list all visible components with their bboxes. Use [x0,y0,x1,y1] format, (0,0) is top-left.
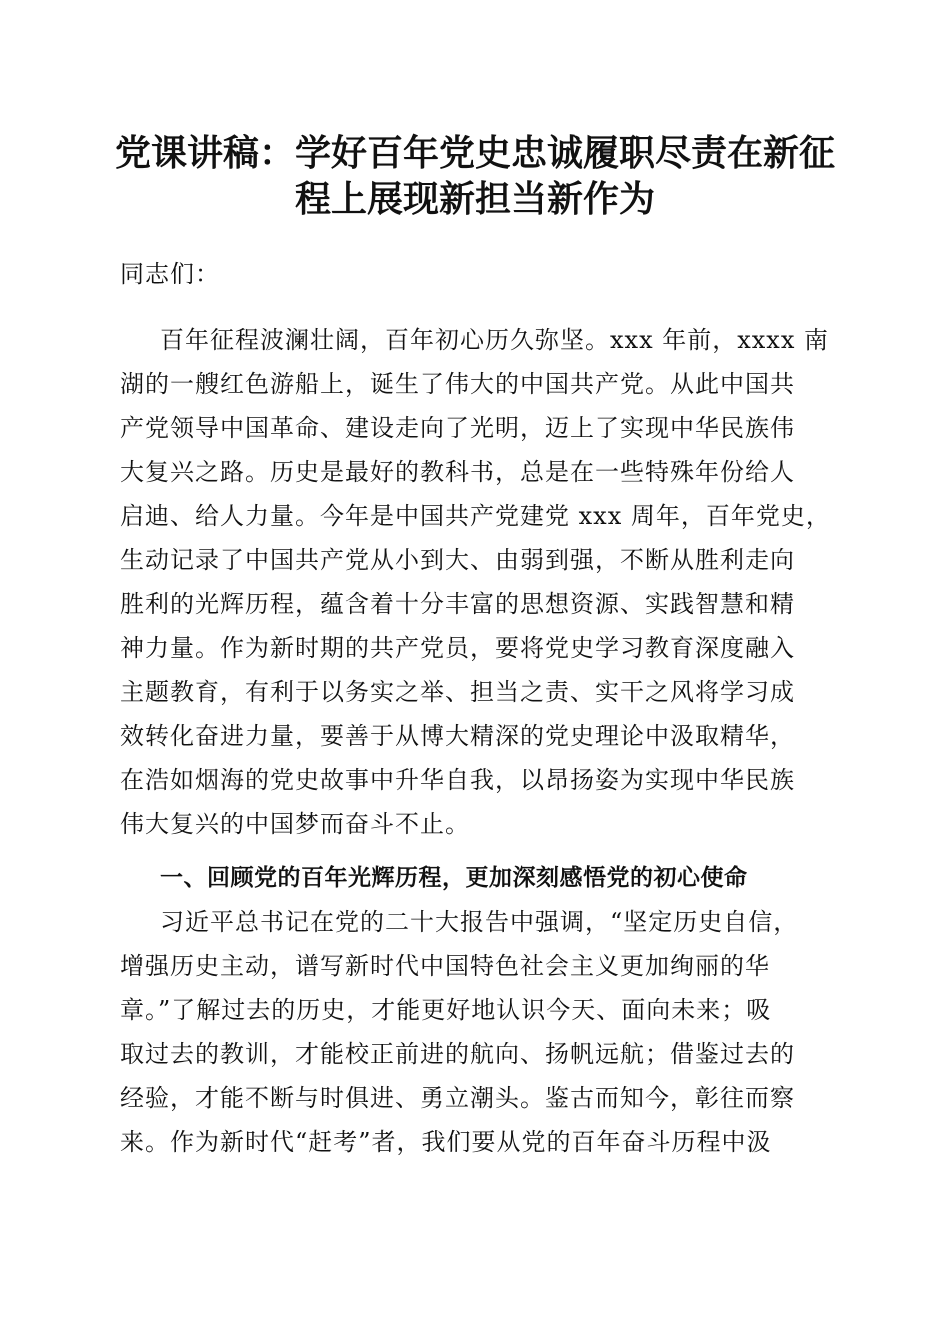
paragraph-1-line: 大复兴之路。历史是最好的教科书，总是在一些特殊年份给人 [120,458,795,486]
paragraph-1 [120,318,830,846]
paragraph-2-line: 取过去的教训，才能校正前进的航向、扬帆远航；借鉴过去的 [120,1040,795,1068]
paragraph-2 [120,900,830,1164]
paragraph-2-line: 增强历史主动，谱写新时代中国特色社会主义更加绚丽的华 [120,952,770,980]
paragraph-1-line: 效转化奋进力量，要善于从博大精深的党史理论中汲取精华， [120,722,795,750]
paragraph-1-line: 百年征程波澜壮阔，百年初心历久弥坚。xxx 年前，xxxx 南 [160,326,830,354]
paragraph-1-line: 伟大复兴的中国梦而奋斗不止。 [120,810,470,838]
paragraph-1-line: 生动记录了中国共产党从小到大、由弱到强，不断从胜利走向 [120,546,795,574]
paragraph-2-line: 习近平总书记在党的二十大报告中强调，“坚定历史自信， [160,908,799,936]
paragraph-1-line: 湖的一艘红色游船上，诞生了伟大的中国共产党。从此中国共 [120,370,795,398]
document-title [100,130,850,222]
paragraph-1-line: 启迪、给人力量。今年是中国共产党建党 xxx 周年，百年党史， [120,502,831,530]
paragraph-1-line: 神力量。作为新时期的共产党员，要将党史学习教育深度融入 [120,634,795,662]
paragraph-2-line: 章。”了解过去的历史，才能更好地认识今天、面向未来；吸 [120,996,772,1024]
paragraph-1-line: 胜利的光辉历程，蕴含着十分丰富的思想资源、实践智慧和精 [120,590,795,618]
paragraph-2-line: 来。作为新时代“赶考”者，我们要从党的百年奋斗历程中汲 [120,1128,772,1156]
paragraph-1-line: 主题教育，有利于以务实之举、担当之责、实干之风将学习成 [120,678,795,706]
title-line-1: 党课讲稿：学好百年党史忠诚履职尽责在新征 [114,132,835,174]
paragraph-2-line: 经验，才能不断与时俱进、勇立潮头。鉴古而知今，彰往而察 [120,1084,795,1112]
section-heading-1: 一、回顾党的百年光辉历程，更加深刻感悟党的初心使命 [160,865,748,891]
paragraph-1-line: 产党领导中国革命、建设走向了光明，迈上了实现中华民族伟 [120,414,795,442]
paragraph-1-line: 在浩如烟海的党史故事中升华自我，以昂扬姿为实现中华民族 [120,766,795,794]
title-line-2: 程上展现新担当新作为 [294,178,655,220]
salutation: 同志们： [120,260,220,288]
